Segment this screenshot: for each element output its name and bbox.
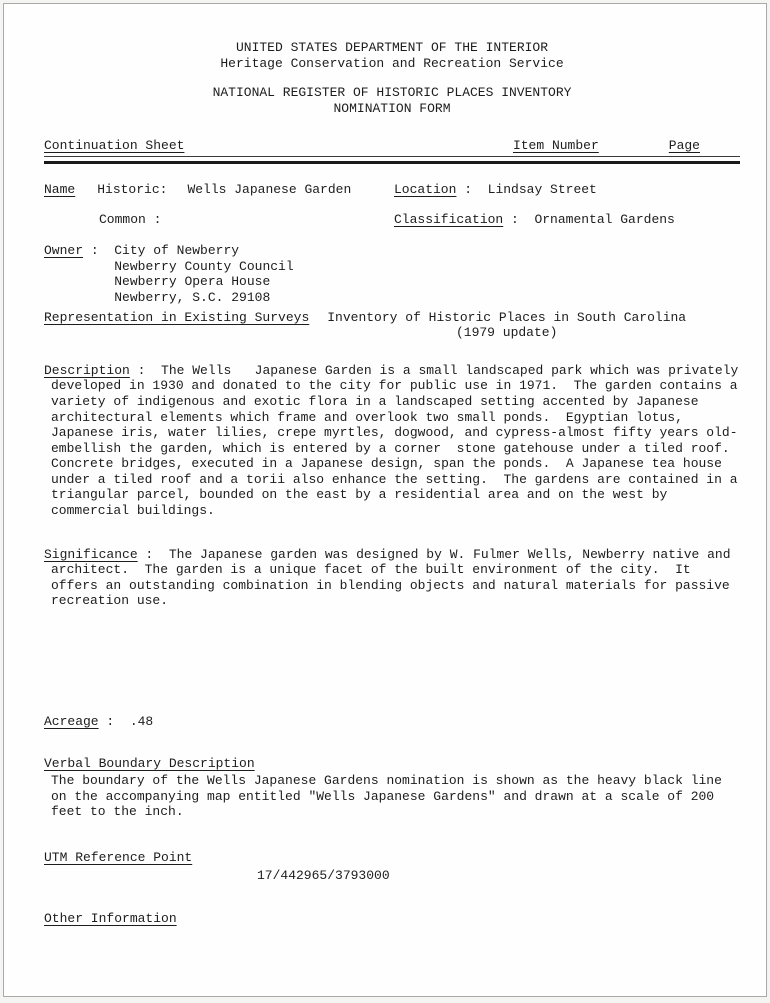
- header-divider-rule: [44, 161, 740, 164]
- header-form-title: NOMINATION FORM: [333, 100, 451, 116]
- other-information-section: [44, 911, 740, 927]
- continuation-sheet-row: [44, 138, 740, 157]
- description-label: Description: [44, 362, 130, 378]
- significance-label: Significance: [44, 546, 138, 562]
- acreage-label: Acreage: [44, 714, 99, 730]
- significance-colon: :: [137, 546, 169, 562]
- name-location-row: [44, 182, 740, 198]
- page-label: Page: [668, 138, 700, 154]
- historic-value: Wells Japanese Garden: [187, 181, 352, 197]
- classification-field: [394, 212, 740, 228]
- location-field: [394, 182, 740, 198]
- acreage-value: .48: [129, 714, 154, 730]
- classification-colon: :: [503, 211, 535, 227]
- header-register-title: NATIONAL REGISTER OF HISTORIC PLACES INVENTORY: [212, 85, 572, 101]
- representation-field: [44, 310, 740, 341]
- location-value: Lindsay Street: [487, 181, 597, 197]
- common-classification-row: [44, 212, 740, 228]
- description-section: [44, 362, 747, 519]
- common-label: Common :: [99, 211, 162, 227]
- description-text: The Wells Japanese Garden is a small landscaped park which was privately developed in 1930 and donated to the city for public use in 1971. The garden contains a variety of indigenous and exotic flora in a landscaped setting accented by Japanese architectural elements which frame and overlook two small ponds. Egyptian lotus, Japanese iris, water lilies, crepe myrtles, dogwood, and cypress-almost fifty years old-embellish the garden, which is entered by a corner stone gatehouse under a tiled roof. Concrete bridges, executed in a Japanese design, span the ponds. A Japanese tea house under a tiled roof and a torii also enhance the setting. The gardens are contained in a triangular parcel, bounded on the east by a residential area and on the west by commercial buildings.: [51, 362, 747, 519]
- location-label: Location: [394, 181, 457, 197]
- acreage-colon: :: [98, 714, 130, 730]
- verbal-boundary-section: [44, 756, 740, 772]
- classification-value: Ornamental Gardens: [534, 211, 675, 227]
- verbal-boundary-text: The boundary of the Wells Japanese Gardens nomination is shown as the heavy black line on the accompanying map entitled "Wells Japanese Gardens" and drawn at a scale of 200 feet to the inch.: [51, 773, 730, 820]
- owner-line: City of Newberry: [114, 243, 240, 259]
- document-page: [3, 3, 767, 997]
- location-colon: :: [456, 181, 488, 197]
- owner-colon: :: [83, 243, 115, 259]
- description-colon: :: [129, 362, 162, 378]
- header-service: Heritage Conservation and Recreation Service: [220, 55, 564, 71]
- document-header: [44, 40, 740, 116]
- owner-line: Newberry Opera House: [114, 274, 271, 290]
- representation-value-block: [327, 310, 686, 341]
- continuation-sheet-label: Continuation Sheet: [44, 138, 185, 154]
- name-field: [44, 182, 394, 198]
- classification-label: Classification: [394, 211, 504, 227]
- owner-line: Newberry County Council: [114, 258, 294, 274]
- name-label: Name: [44, 181, 76, 197]
- representation-value-line1: Inventory of Historic Places in South Carolina: [327, 309, 687, 325]
- verbal-boundary-label: Verbal Boundary Description: [44, 755, 255, 771]
- utm-value: 17/442965/3793000: [257, 867, 390, 883]
- representation-value-line2: (1979 update): [455, 325, 558, 341]
- item-number-label: Item Number: [512, 138, 599, 154]
- representation-label: Representation in Existing Surveys: [44, 309, 310, 325]
- other-information-label: Other Information: [44, 911, 177, 927]
- owner-line: Newberry, S.C. 29108: [114, 289, 271, 305]
- acreage-field: [44, 714, 740, 730]
- common-field: [44, 212, 394, 228]
- significance-text: The Japanese garden was designed by W. Fulmer Wells, Newberry native and architect. The garden is a unique facet of the built environment of the city. It offers an outstanding combination in blending objects and natural materials for passive recreation use.: [51, 546, 739, 609]
- utm-label: UTM Reference Point: [44, 850, 193, 865]
- owner-address-block: [114, 243, 293, 305]
- significance-section: [44, 547, 740, 609]
- utm-section: [44, 850, 740, 866]
- header-department: UNITED STATES DEPARTMENT OF THE INTERIOR: [235, 40, 549, 55]
- historic-label: Historic:: [97, 181, 168, 197]
- owner-field: [44, 243, 740, 305]
- owner-label: Owner: [44, 243, 84, 259]
